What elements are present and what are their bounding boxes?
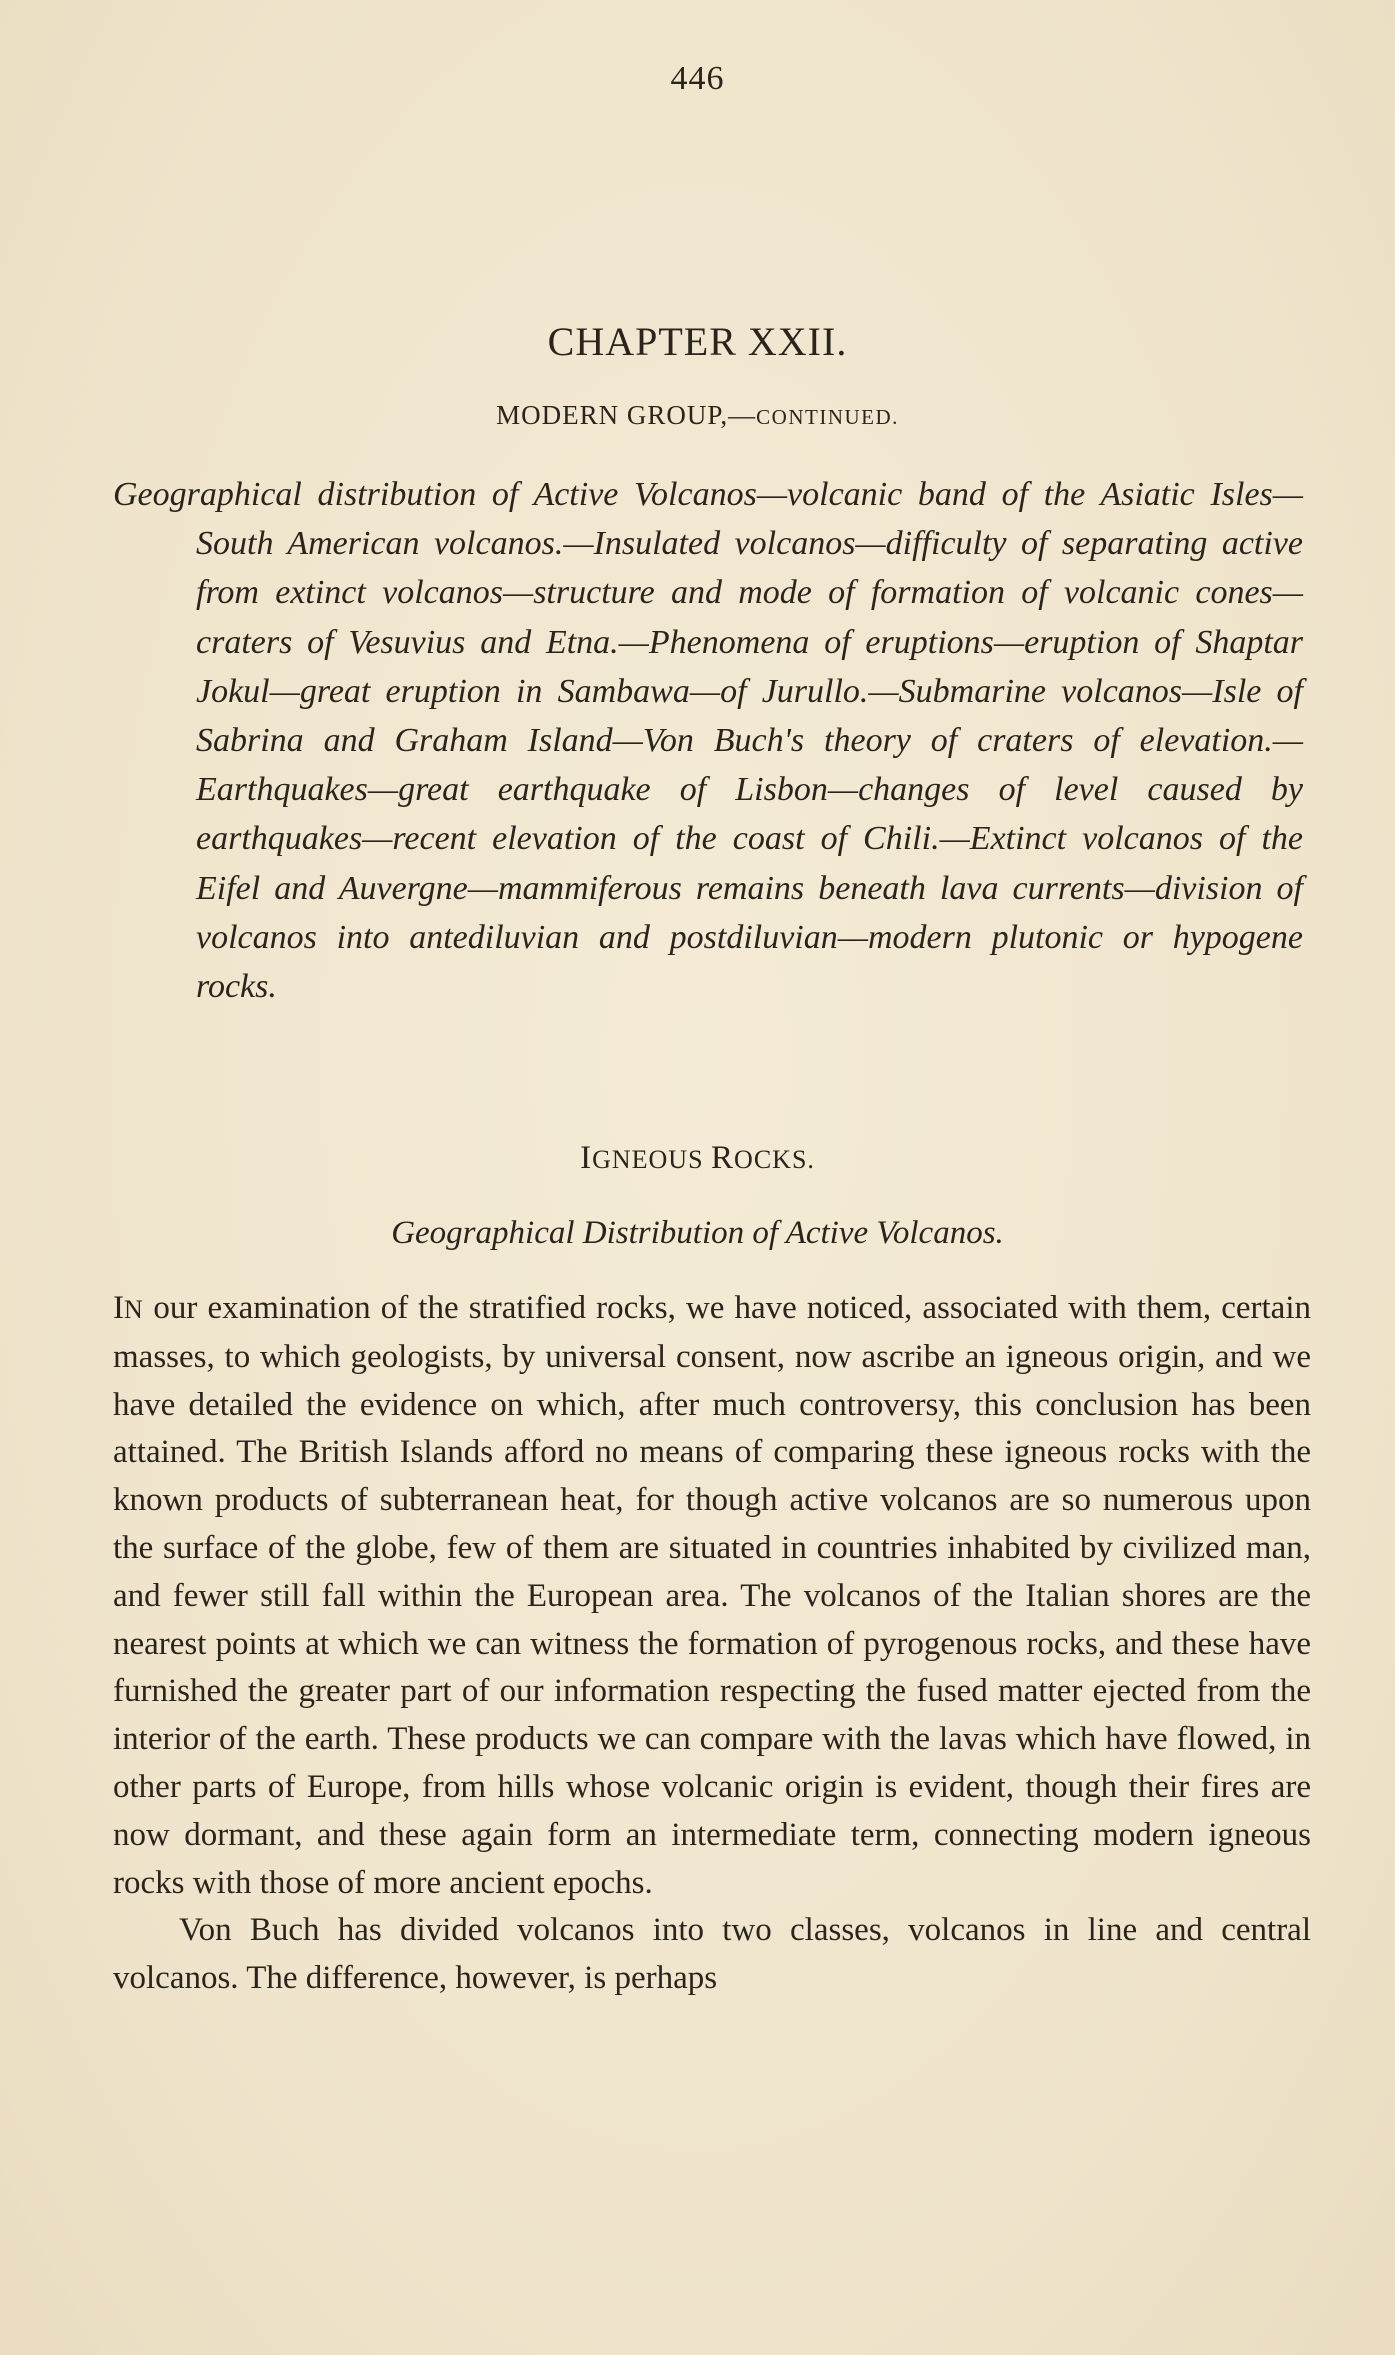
body-text — [113, 1285, 1311, 2003]
paragraph-1 — [113, 1285, 1311, 1907]
paragraph-2: Von Buch has divided volcanos into two classes, volcanos in line and central volcanos. The difference, however, is perhaps — [113, 1912, 1311, 1997]
paragraph-1-text: our examination of the stratified rocks, we have noticed, associated with them, certain masses, to which geologists, by universal consent, now ascribe an igneous origin, and we have detailed the evidence on which, after much controversy, this conclusion has been attained. The British Islands afford no means of comparing these igneous rocks with the known products of subterranean heat, for though active volcanos are so numerous upon the surface of the globe, few of them are situated in countries inhabited by civilized man, and fewer still fall within the European area. The volcanos of the Italian shores are the nearest points at which we can witness the formation of pyrogenous rocks, and these have furnished the greater part of our information respecting the fused matter ejected from the interior of the earth. These products we can compare with the lavas which have flowed, in other parts of Europe, from hills whose volcanic origin is evident, though their fires are now dormant, and these again form an intermediate term, connecting modern igneous rocks with those of more ancient epochs. — [113, 1290, 1311, 1901]
heading-rest-1: GNEOUS — [592, 1145, 712, 1174]
small-caps-initial: N — [124, 1295, 144, 1324]
drop-initial: I — [113, 1290, 124, 1326]
chapter-summary: Geographical distribution of Active Volcanos—volcanic band of the Asiatic Isles—South American volcanos.—Insulated volcanos—difficulty of separating active from extinct volcanos—structure and mode of formation of volcanic cones—craters of Vesuvius and Etna.—Phenomena of eruptions—eruption of Shaptar Jokul—great eruption in Sambawa—of Jurullo.—Submarine volcanos—Isle of Sabrina and Graham Island—Von Buch's theory of craters of elevation.—Earthquakes—great earthquake of Lisbon—changes of level caused by earthquakes—recent elevation of the coast of Chili.—Extinct volcanos of the Eifel and Auvergne—mammiferous remains beneath lava currents—division of volcanos into antediluvian and postdiluvian—modern plutonic or hypogene rocks. — [113, 476, 1303, 1006]
heading-initial-2: R — [711, 1140, 735, 1176]
heading-rest-2: OCKS. — [734, 1145, 815, 1174]
section-title-continued: CONTINUED. — [756, 405, 899, 429]
page-number: 446 — [670, 60, 725, 97]
section-title-main: MODERN GROUP,— — [496, 400, 757, 430]
chapter-title: CHAPTER XXII. — [547, 319, 848, 364]
section-subheading: Geographical Distribution of Active Volcanos. — [391, 1215, 1004, 1251]
igneous-rocks-heading — [0, 1140, 1395, 1177]
section-title — [0, 400, 1395, 431]
heading-initial-1: I — [580, 1140, 593, 1176]
